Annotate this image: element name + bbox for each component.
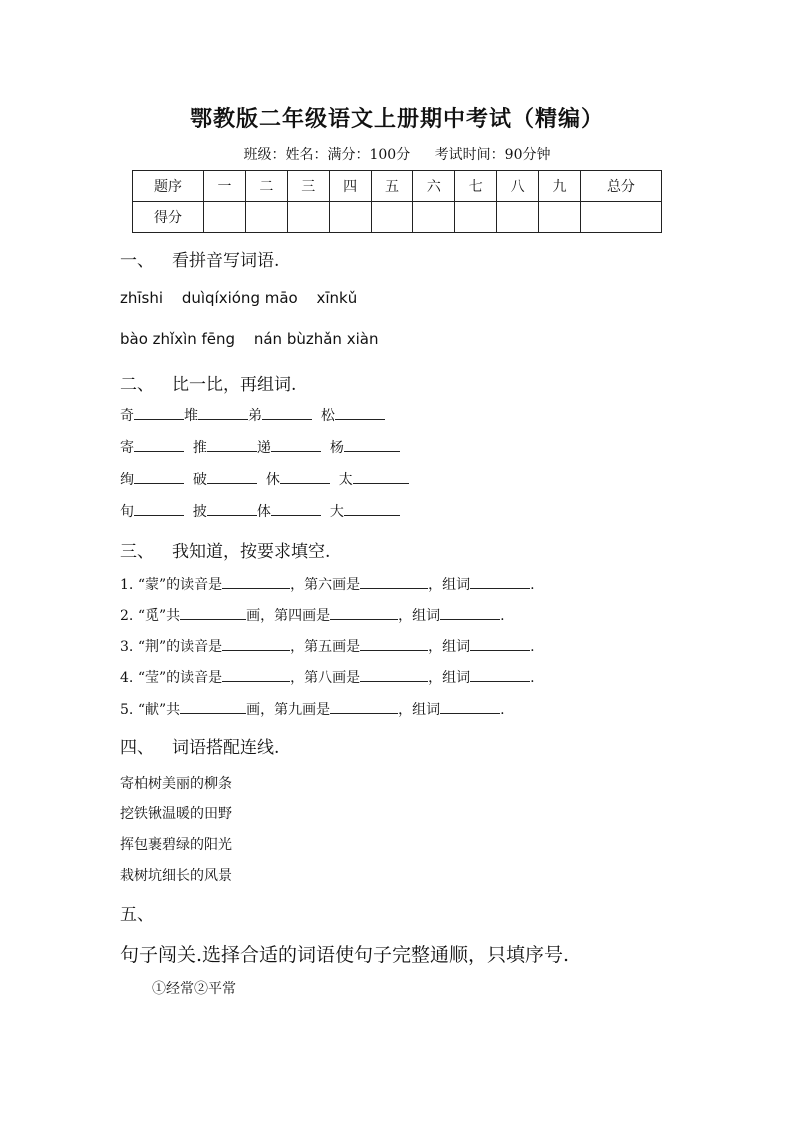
char: 大 (329, 504, 344, 520)
item-number: 3. (120, 639, 134, 655)
score-cell: 二 (245, 171, 287, 202)
compare-row (120, 501, 400, 521)
score-input-cell[interactable] (329, 202, 371, 233)
word-options: ①经常②平常 (152, 981, 236, 997)
answer-blank[interactable] (180, 699, 246, 714)
score-input-cell[interactable] (413, 202, 455, 233)
pinyin-word: bào zhǐxìn fēng (120, 330, 236, 348)
answer-blank[interactable] (222, 574, 290, 589)
answer-blank[interactable] (360, 574, 428, 589)
char: 松 (320, 408, 335, 424)
item-text: “蒙”的读音是 (137, 577, 223, 593)
answer-blank[interactable] (470, 667, 530, 682)
item-text: “献”共 (137, 702, 181, 718)
exam-time: 考试时间：90分钟 (434, 147, 551, 163)
match-line: 栽树坑细长的风景 (120, 868, 232, 884)
fill-item (120, 699, 505, 719)
section-number: 四、 (120, 738, 154, 758)
score-cell: 五 (371, 171, 413, 202)
char: 推 (192, 440, 207, 456)
score-cell: 得分 (133, 202, 204, 233)
score-table-header-row (133, 171, 662, 202)
item-text: 画，第九画是 (246, 702, 331, 718)
score-cell: 四 (329, 171, 371, 202)
answer-blank[interactable] (330, 605, 398, 620)
answer-blank[interactable] (335, 405, 385, 420)
item-number: 4. (120, 670, 134, 686)
pinyin-word: xīnkǔ (316, 289, 358, 307)
answer-blank[interactable] (360, 636, 428, 651)
score-cell: 七 (455, 171, 497, 202)
score-cell: 三 (287, 171, 329, 202)
answer-blank[interactable] (134, 469, 184, 484)
match-line: 挖铁锹温暖的田野 (120, 806, 232, 822)
score-input-cell[interactable] (497, 202, 539, 233)
answer-blank[interactable] (198, 405, 248, 420)
item-text: ，组词 (428, 670, 471, 686)
pinyin-word: duìqíxióng māo (181, 289, 298, 307)
char: 奇 (120, 408, 134, 424)
answer-blank[interactable] (180, 605, 246, 620)
item-text: ，组词 (398, 608, 441, 624)
match-line: 寄柏树美丽的柳条 (120, 776, 232, 792)
pinyin-word: nán bùzhǎn xiàn (253, 330, 379, 348)
answer-blank[interactable] (134, 405, 184, 420)
score-cell: 九 (539, 171, 581, 202)
section-1-heading (120, 246, 279, 271)
item-text: “觅”共 (137, 608, 181, 624)
char: 披 (192, 504, 207, 520)
answer-blank[interactable] (360, 667, 428, 682)
score-input-cell[interactable] (204, 202, 246, 233)
score-table (132, 170, 662, 233)
item-number: 5. (120, 702, 134, 718)
compare-row (120, 437, 400, 457)
item-text: “莹”的读音是 (137, 670, 223, 686)
pinyin-row-2 (120, 330, 392, 348)
item-text: . (530, 670, 535, 686)
score-cell: 六 (413, 171, 455, 202)
score-input-cell[interactable] (539, 202, 581, 233)
item-text: . (500, 608, 505, 624)
exam-info (0, 144, 794, 164)
item-text: ，组词 (398, 702, 441, 718)
answer-blank[interactable] (344, 437, 400, 452)
score-cell: 一 (204, 171, 246, 202)
fill-item (120, 605, 505, 625)
char: 旬 (120, 504, 134, 520)
answer-blank[interactable] (207, 437, 257, 452)
item-text: . (530, 577, 535, 593)
match-line: 挥包裹碧绿的阳光 (120, 837, 232, 853)
item-text: 画，第四画是 (246, 608, 331, 624)
score-input-cell[interactable] (371, 202, 413, 233)
item-text: ，第八画是 (290, 670, 361, 686)
item-text: ，组词 (428, 577, 471, 593)
answer-blank[interactable] (280, 469, 330, 484)
answer-blank[interactable] (222, 636, 290, 651)
score-cell: 总分 (580, 171, 661, 202)
item-text: . (530, 639, 535, 655)
section-number: 一、 (120, 251, 154, 271)
answer-blank[interactable] (134, 501, 184, 516)
section-4-heading (120, 733, 279, 758)
item-text: ，第五画是 (290, 639, 361, 655)
section-title: 词语搭配连线. (172, 738, 280, 758)
score-input-cell[interactable] (287, 202, 329, 233)
answer-blank[interactable] (271, 501, 321, 516)
answer-blank[interactable] (271, 437, 321, 452)
char: 寄 (120, 440, 134, 456)
char: 太 (338, 472, 353, 488)
page-title: 鄂教版二年级语文上册期中考试（精编） (189, 106, 604, 132)
section-title: 看拼音写词语. (172, 251, 280, 271)
answer-blank[interactable] (470, 636, 530, 651)
section-number: 五、 (120, 905, 154, 925)
pinyin-word: zhīshi (120, 289, 164, 307)
answer-blank[interactable] (262, 405, 312, 420)
item-number: 2. (120, 608, 134, 624)
section-number: 二、 (120, 375, 154, 395)
class-name-score: 班级：姓名：满分：100分 (243, 147, 411, 163)
answer-blank[interactable] (344, 501, 400, 516)
section-5-heading (120, 900, 172, 925)
section-number: 三、 (120, 542, 154, 562)
section-5-title: 句子闯关.选择合适的词语使句子完整通顺，只填序号. (120, 944, 570, 966)
answer-blank[interactable] (440, 699, 500, 714)
fill-item (120, 667, 535, 687)
section-3-heading (120, 537, 330, 562)
score-table-score-row (133, 202, 662, 233)
compare-row (120, 405, 385, 425)
item-number: 1. (120, 577, 134, 593)
answer-blank[interactable] (207, 469, 257, 484)
answer-blank[interactable] (353, 469, 409, 484)
fill-item (120, 636, 535, 656)
item-text: ，组词 (428, 639, 471, 655)
section-title: 比一比，再组词. (172, 375, 297, 395)
item-text: . (500, 702, 505, 718)
char: 破 (192, 472, 207, 488)
answer-blank[interactable] (134, 437, 184, 452)
char: 递 (256, 440, 271, 456)
answer-blank[interactable] (222, 667, 290, 682)
char: 绚 (120, 472, 134, 488)
score-cell: 八 (497, 171, 539, 202)
answer-blank[interactable] (440, 605, 500, 620)
fill-item (120, 574, 535, 594)
score-input-cell[interactable] (455, 202, 497, 233)
char: 休 (265, 472, 280, 488)
answer-blank[interactable] (330, 699, 398, 714)
char: 杨 (329, 440, 344, 456)
answer-blank[interactable] (470, 574, 530, 589)
char: 弟 (248, 408, 262, 424)
compare-row (120, 469, 409, 489)
pinyin-row-1 (120, 289, 371, 307)
score-input-cell[interactable] (580, 202, 661, 233)
char: 体 (256, 504, 271, 520)
score-input-cell[interactable] (245, 202, 287, 233)
section-title: 我知道，按要求填空. (172, 542, 331, 562)
score-cell: 题序 (133, 171, 204, 202)
char: 堆 (184, 408, 198, 424)
section-2-heading (120, 370, 296, 395)
answer-blank[interactable] (207, 501, 257, 516)
item-text: “荆”的读音是 (137, 639, 223, 655)
item-text: ，第六画是 (290, 577, 361, 593)
